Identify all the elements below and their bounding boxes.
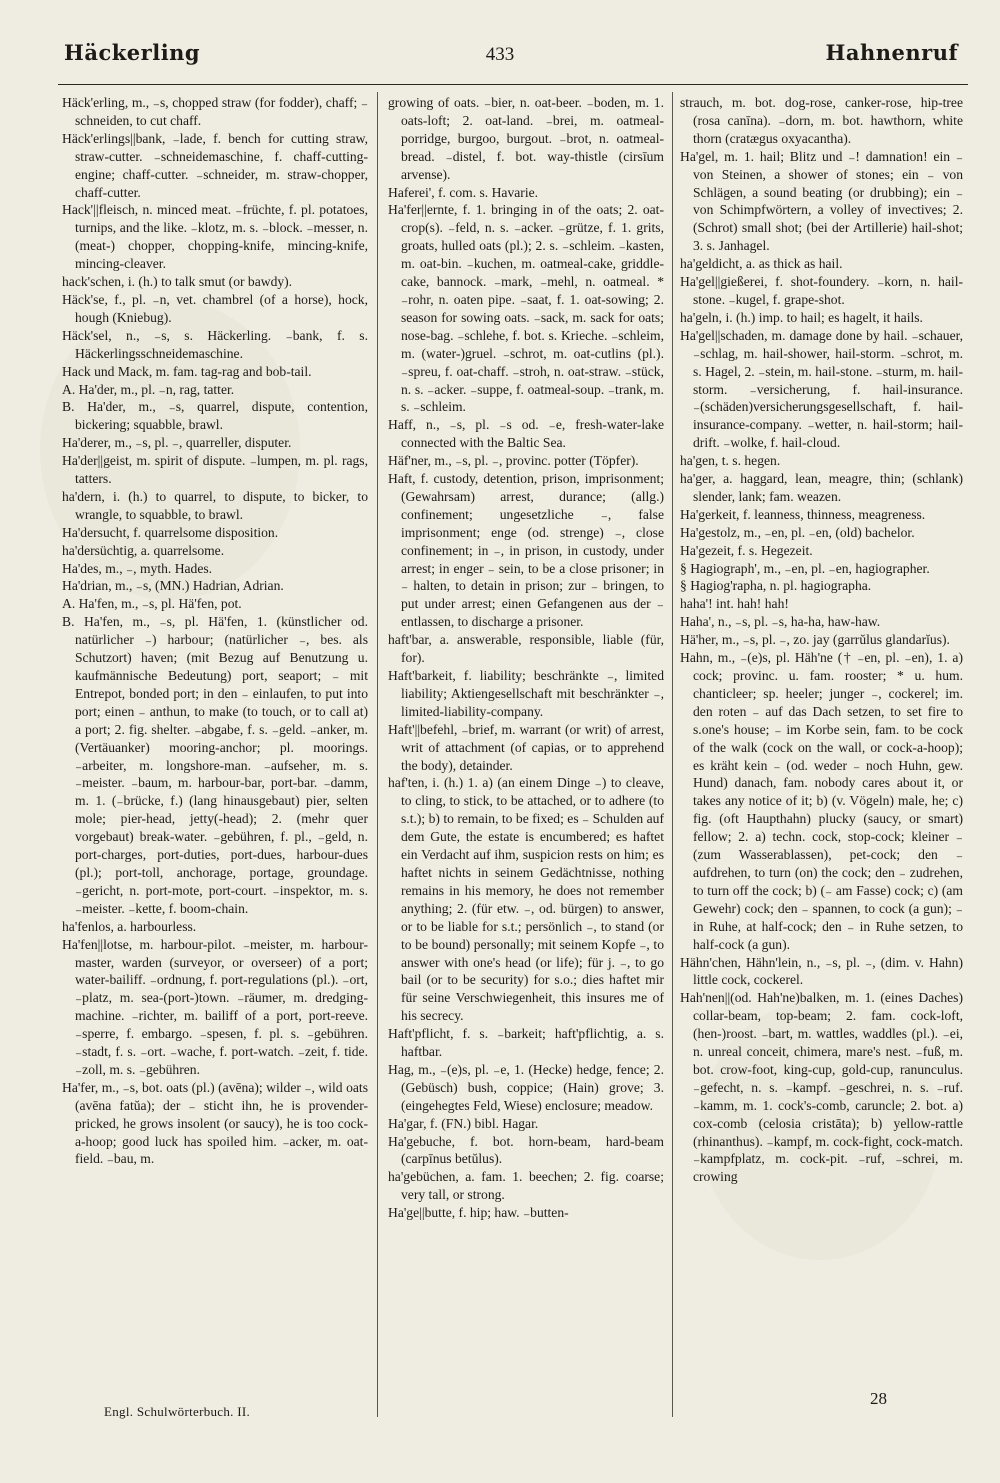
dictionary-entry: Hähn'chen, Hähn'lein, n., ₋s, pl. ₋, (dim. v. Hahn) little cock, cockerel.	[680, 954, 963, 988]
dictionary-entry: B. Ha'der, m., ₋s, quarrel, dispute, contention, bickering; squabble, brawl.	[62, 399, 368, 433]
dictionary-entry: Haft, f. custody, detention, prison, imprisonment; (Gewahrsam) arrest, durance; (allg.) confinement; ungesetzliche ₋, false imprisonment; enge (od. strenge) ₋, close confinement; in ₋, in prison, in custody, under arrest; in enger ₋ sein, to be a close prisoner; in ₋ halten, to detain in prison; zur ₋ bringen, to put under arrest; einen Gefangenen aus der ₋ entlassen, to discharge a prisoner.	[388, 471, 664, 630]
dictionary-entry: Ha'fer, m., ₋s, bot. oats (pl.) (avēna); wilder ₋, wild oats (avēna fatŭa); der ₋ sticht ihn, he is provender-pricked, he grows insolent (or saucy), he is too cock-a-hoop; good luck has spoiled him. ₋acker, m. oat-field. ₋bau, m.	[62, 1079, 368, 1167]
signature-mark: 28	[870, 1389, 887, 1408]
dictionary-entry: A. Ha'fen, m., ₋s, pl. Hä'fen, pot.	[62, 596, 242, 612]
dictionary-entry: Hah'nen||(od. Hah'ne)balken, m. 1. (eines Daches) collar-beam, top-beam; 2. fam. cock-loft, (hen-)roost. ₋bart, m. wattles, waddles (pl.). ₋ei, n. unreal conceit, chimera, mare's nest. ₋fuß, m. bot. crow-foot, king-cup, gold-cup, ranunculus. ₋gefecht, n. s. ₋kampf. ₋geschrei, n. s. ₋ruf. ₋kamm, m. 1. cock's-comb, caruncle; 2. bot. a) cox-comb (celosia cristāta); b) yellow-rattle (rhinanthus). ₋kampf, m. cock-fight, cock-match. ₋kampfplatz, m. cock-pit. ₋ruf, ₋schrei, m. crowing	[680, 990, 963, 1185]
dictionary-entry: Haft'barkeit, f. liability; beschränkte ₋, limited liability; Aktiengesellschaft mit beschränkter ₋, limited-liability-company.	[388, 668, 664, 719]
dictionary-entry: Haft'pflicht, f. s. ₋barkeit; haft'pflichtig, a. s. haftbar.	[388, 1026, 664, 1060]
dictionary-entry: Hack und Mack, m. fam. tag-rag and bob-tail.	[62, 363, 312, 379]
dictionary-entry: ha'gen, t. s. hegen.	[680, 453, 781, 469]
dictionary-entry: B. Ha'fen, m., ₋s, pl. Hä'fen, 1. (künstlicher od. natürlicher ₋) harbour; (natürlicher ₋, bes. als Schutzort) haven; (mit Bezug auf Benutzung u. kaufmännische Bedeutung) port, seaport; ₋ mit Entrepot, bonded port; in den ₋ einlaufen, to put into port; einen ₋ anthun, to make (to touch, or to call at) a port; 2. fig. shelter. ₋abgabe, f. s. ₋geld. ₋anker, m. (Vertäuanker) mooring-anchor; pl. moorings. ₋arbeiter, m. longshore-man. ₋aufseher, m. s. ₋meister. ₋baum, m. harbour-bar, port-bar. ₋damm, m. 1. (₋brücke, f.) (lang hinausgebaut) pier, selten mole; pier-head, jetty(-head); 2. (mehr quer vorgebaut) break-water. ₋gebühren, f. pl., ₋geld, n. port-charges, port-duties, port-dues, harbour-dues (pl.); port-toll, anchorage, portage, groundage. ₋gericht, n. port-mote, port-court. ₋inspektor, m. s. ₋meister. ₋kette, f. boom-chain.	[62, 614, 368, 916]
dictionary-entry: § Hagiog'rapha, n. pl. hagiographa.	[680, 578, 872, 594]
header-rule	[58, 84, 968, 85]
dictionary-entry: Ha'der||geist, m. spirit of dispute. ₋lumpen, m. pl. rags, tatters.	[62, 453, 368, 487]
column-divider	[672, 92, 673, 1417]
dictionary-entry: growing of oats. ₋bier, n. oat-beer. ₋boden, m. 1. oats-loft; 2. oat-land. ₋brei, m. oatmeal-porridge, burgoo, burgout. ₋brot, n. oatmeal-bread. ₋distel, f. bot. way-thistle (cirsīum arvense).	[388, 95, 664, 182]
dictionary-entry: strauch, m. bot. dog-rose, canker-rose, hip-tree (rosa canīna). ₋dorn, m. bot. hawthorn, white thorn (cratægus oxyacantha).	[680, 95, 963, 146]
dictionary-entry: ha'geln, i. (h.) imp. to hail; es hagelt, it hails.	[680, 309, 923, 325]
page-number: 433	[485, 44, 515, 65]
dictionary-entry: Hack'||fleisch, n. minced meat. ₋früchte, f. pl. potatoes, turnips, and the like. ₋klotz, m. s. ₋block. ₋messer, n. (meat-) chopper, chopping-knife, mincing-knife, mincing-cleaver.	[62, 202, 368, 272]
dictionary-entry: Haft'||befehl, ₋brief, m. warrant (or writ) of arrest, writ of attachment (of capias, or to apprehend the body), detainder.	[388, 721, 664, 773]
column-right	[680, 94, 963, 1186]
dictionary-entry: ha'dern, i. (h.) to quarrel, to dispute, to bicker, to wrangle, to squabble, to brawl.	[62, 488, 368, 522]
dictionary-entry: ha'gebüchen, a. fam. 1. beechen; 2. fig. coarse; very tall, or strong.	[388, 1169, 664, 1203]
dictionary-entry: ha'dersüchtig, a. quarrelsome.	[62, 542, 225, 558]
dictionary-entry: Hahn, m., ₋(e)s, pl. Häh'ne († ₋en, pl. ₋en), 1. a) cock; provinc. u. fam. rooster; * u. hum. chanticleer; sp. heeler; junger ₋, cockerel; im. den roten ₋ auf das Dach setzen, to set fire to s.one's house; ₋ im Korbe sein, fam. to be cock of the walk (cock on the wall, or cock-a-hoop); es kräht kein ₋ (od. weder ₋ noch Huhn, gew. Hund) danach, fam. nobody cares about it, or takes any notice of it; b) (v. Vögeln) male, he; c) fig. (oft Haupthahn) plucky (saucy, or smart) fellow; 2. a) techn. cock, stop-cock; kleiner ₋ (zum Wasserablassen), pet-cock; den ₋ aufdrehen, to turn (on) the cock; den ₋ zudrehen, to turn off the cock; b) (₋ am Fasse) cock; c) (am Gewehr) cock; den ₋ spannen, to cock (a gun); ₋ in Ruhe, at half-cock; den ₋ in Ruhe setzen, to half-cock (a gun).	[680, 650, 963, 952]
dictionary-entry: hack'schen, i. (h.) to talk smut (or bawdy).	[62, 274, 293, 290]
dictionary-entry: Haferei', f. com. s. Havarie.	[388, 184, 539, 200]
dictionary-entry: Ha'fer||ernte, f. 1. bringing in of the oats; 2. oat-crop(s). ₋feld, n. s. ₋acker. ₋grütze, f. 1. grits, groats, hulled oats (pl.); 2. s. ₋schleim. ₋kasten, m. oat-bin. ₋kuchen, m. oatmeal-cake, griddle-cake, bannock. ₋mark, ₋mehl, n. oatmeal. * ₋rohr, n. oaten pipe. ₋saat, f. 1. oat-sowing; 2. season for sowing oats. ₋sack, m. sack for oats; nose-bag. ₋schlehe, f. bot. s. Krieche. ₋schleim, m. (water-)gruel. ₋schrot, m. oat-cutlins (pl.). ₋spreu, f. oat-chaff. ₋stroh, n. oat-straw. ₋stück, n. s. ₋acker. ₋suppe, f. oatmeal-soup. ₋trank, m. s. ₋schleim.	[388, 202, 664, 415]
dictionary-entry: haha'! int. hah! hah!	[680, 596, 789, 612]
dictionary-entry: Ha'gezeit, f. s. Hegezeit.	[680, 542, 813, 558]
dictionary-entry: Ha'gel||gießerei, f. shot-foundery. ₋korn, n. hail-stone. ₋kugel, f. grape-shot.	[680, 274, 963, 307]
dictionary-entry: ha'geldicht, a. as thick as hail.	[680, 256, 843, 272]
dictionary-entry: ha'fenlos, a. harbourless.	[62, 918, 197, 934]
dictionary-entry: Ha'gestolz, m., ₋en, pl. ₋en, (old) bachelor.	[680, 524, 915, 540]
dictionary-entry: ha'ger, a. haggard, lean, meagre, thin; (schlank) slender, lank; fam. weazen.	[680, 471, 963, 504]
column-left	[62, 94, 368, 1168]
running-header	[0, 40, 1000, 76]
dictionary-entry: § Hagiograph', m., ₋en, pl. ₋en, hagiographer.	[680, 560, 930, 576]
column-middle	[388, 94, 664, 1222]
dictionary-entry: Ha'gebuche, f. bot. horn-beam, hard-beam (carpīnus betŭlus).	[388, 1133, 664, 1167]
header-right-guideword: Hahnenruf	[825, 40, 958, 65]
dictionary-entry: Häck'erling, m., ₋s, chopped straw (for fodder), chaff; ₋ schneiden, to cut chaff.	[62, 95, 368, 128]
footer-imprint: Engl. Schulwörterbuch. II.	[104, 1404, 251, 1419]
dictionary-entry: Ha'des, m., ₋, myth. Hades.	[62, 560, 213, 576]
dictionary-entry: Ha'gar, f. (FN.) bibl. Hagar.	[388, 1115, 539, 1131]
dictionary-entry: Häck'sel, n., ₋s, s. Häckerling. ₋bank, f. s. Häckerlingsschneidemaschine.	[62, 327, 368, 361]
dictionary-entry: haf'ten, i. (h.) 1. a) (an einem Dinge ₋) to cleave, to cling, to stick, to be attached, or to adhere (to s.t.); b) to remain, to be fixed; es ₋ Schulden auf dem Gute, the estate is encumbered; es haftet ein Verdacht auf ihm, suspicion rests on him; es haftet nichts in seinem Gedächtnisse, nothing remains in his memory, he does not remember anything; 2. (für etw. ₋, od. bürgen) to answer, or to be liable for s.t.; persönlich ₋, to stand (or to be bound) personally; mit seinem Kopfe ₋, to answer with one's head (or life); für j. ₋, to go bail (or to be security) for s.o.; dies haftet mir für seine Verschwiegenheit, this insures me of his secrecy.	[388, 775, 664, 1024]
dictionary-entry: Hä'her, m., ₋s, pl. ₋, zo. jay (garrŭlus glandarĭus).	[680, 632, 950, 648]
dictionary-entry: A. Ha'der, m., pl. ₋n, rag, tatter.	[62, 381, 235, 397]
column-divider	[377, 92, 378, 1417]
dictionary-entry: Haha', n., ₋s, pl. ₋s, ha-ha, haw-haw.	[680, 614, 881, 630]
dictionary-entry: Häck'erlings||bank, ₋lade, f. bench for cutting straw, straw-cutter. ₋schneidemaschine, f. chaff-cutting-engine; chaff-cutter. ₋schneider, m. straw-chopper, chaff-cutter.	[62, 130, 368, 200]
dictionary-entry: Haff, n., ₋s, pl. ₋s od. ₋e, fresh-water-lake connected with the Baltic Sea.	[388, 417, 664, 451]
dictionary-entry: Hag, m., ₋(e)s, pl. ₋e, 1. (Hecke) hedge, fence; 2. (Gebüsch) bush, coppice; (Hain) grove; 3. (eingehegtes Feld, Wiese) enclosure; meadow.	[388, 1061, 664, 1113]
dictionary-entry: Ha'drian, m., ₋s, (MN.) Hadrian, Adrian.	[62, 578, 284, 594]
dictionary-entry: Ha'dersucht, f. quarrelsome disposition.	[62, 524, 279, 540]
dictionary-entry: Ha'derer, m., ₋s, pl. ₋, quarreller, disputer.	[62, 435, 292, 451]
header-left-guideword: Häckerling	[64, 40, 201, 65]
dictionary-entry: Häck'se, f., pl. ₋n, vet. chambrel (of a horse), hock, hough (Kniebug).	[62, 291, 368, 325]
dictionary-entry: Ha'gerkeit, f. leanness, thinness, meagreness.	[680, 506, 926, 522]
dictionary-entry: Ha'gel, m. 1. hail; Blitz und ₋! damnation! ein ₋ von Steinen, a shower of stones; ein ₋ von Schlägen, a sound beating (or drubbing); ein ₋ von Schimpfwörtern, a volley of invectives; 2. (Schrot) small shot; (bei der Artillerie) hail-shot; 3. s. Janhagel.	[680, 148, 963, 254]
dictionary-entry: Ha'fen||lotse, m. harbour-pilot. ₋meister, m. harbour-master, warden (surveyor, or overseer) of a port; water-bailiff. ₋ordnung, f. port-regulations (pl.). ₋ort, ₋platz, m. sea-(port-)town. ₋räumer, m. dredging-machine. ₋richter, m. bailiff of a port, port-reeve. ₋sperre, f. embargo. ₋spesen, f. pl. s. ₋gebühren. ₋stadt, f. s. ₋ort. ₋wache, f. port-watch. ₋zeit, f. tide. ₋zoll, m. s. ₋gebühren.	[62, 936, 368, 1077]
dictionary-entry: Ha'ge||butte, f. hip; haw. ₋butten-	[388, 1205, 569, 1221]
dictionary-entry: Häf'ner, m., ₋s, pl. ₋, provinc. potter (Töpfer).	[388, 453, 639, 469]
dictionary-entry: haft'bar, a. answerable, responsible, liable (für, for).	[388, 632, 664, 666]
dictionary-entry: Ha'gel||schaden, m. damage done by hail. ₋schauer, ₋schlag, m. hail-shower, hail-storm. ₋schrot, m. s. Hagel, 2. ₋stein, m. hail-stone. ₋sturm, m. hail-storm. ₋versicherung, f. hail-insurance. ₋(schäden)versicherungsgesellschaft, f. hail-insurance-company. ₋wetter, n. hail-storm; hail-drift. ₋wolke, f. hail-cloud.	[680, 327, 963, 451]
